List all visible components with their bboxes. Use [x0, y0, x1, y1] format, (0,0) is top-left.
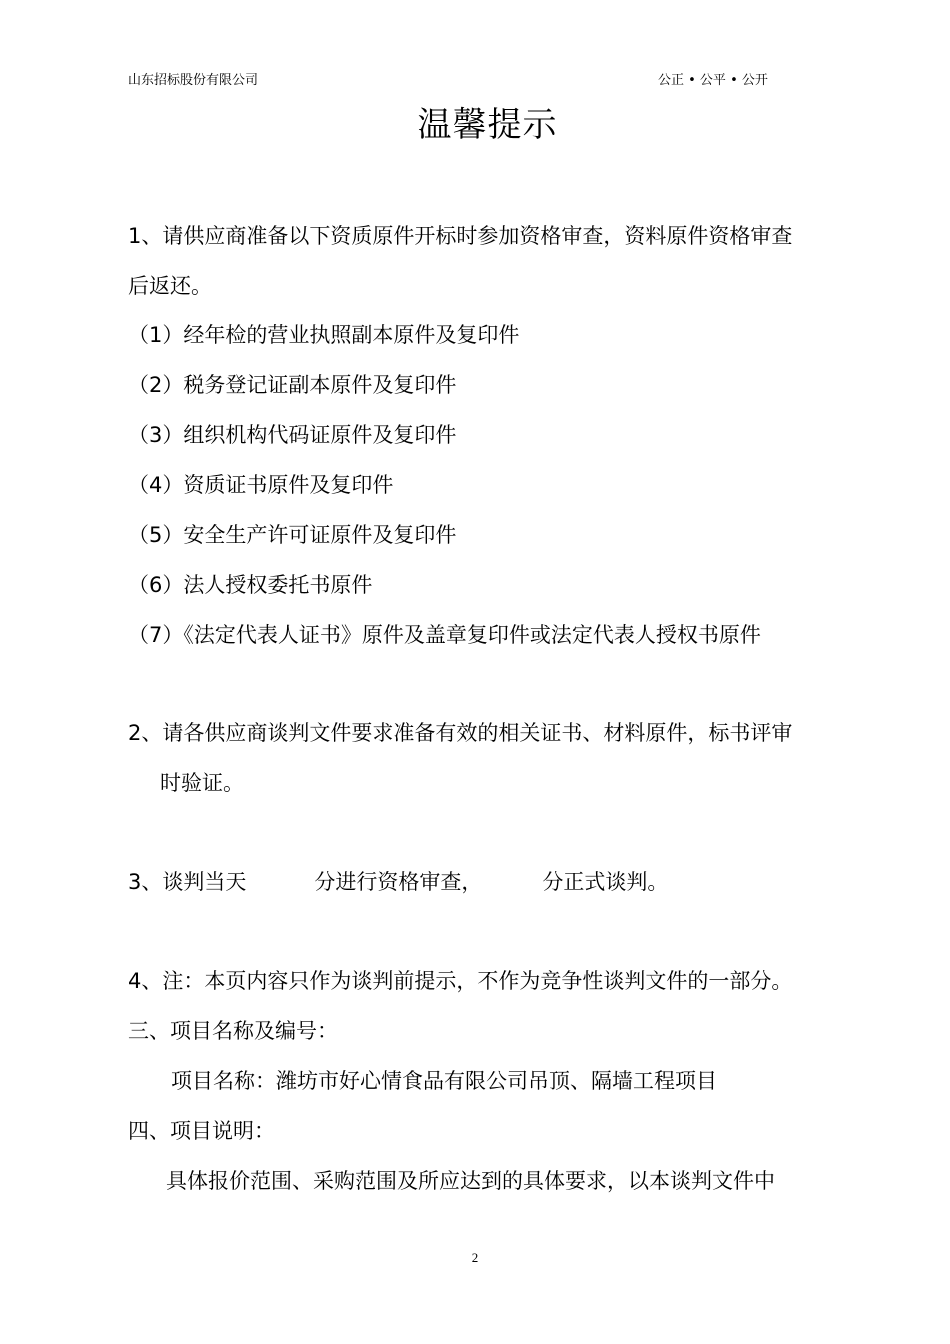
qualification-item: （7）《法定代表人证书》原件及盖章复印件或法定代表人授权书原件 [128, 623, 761, 647]
qualification-item: （6）法人授权委托书原件 [128, 573, 373, 597]
header-motto: 公正 • 公平 • 公开 [658, 73, 768, 88]
qualification-item: （5）安全生产许可证原件及复印件 [128, 523, 457, 547]
qualification-item: （4）资质证书原件及复印件 [128, 473, 394, 497]
qualification-item: （2）税务登记证副本原件及复印件 [128, 373, 457, 397]
qualification-item: （1）经年检的营业执照副本原件及复印件 [128, 323, 520, 347]
section2-line1: 2、请各供应商谈判文件要求准备有效的相关证书、材料原件，标书评审 [128, 721, 793, 745]
section3-part2: 分进行资格审查， [314, 870, 483, 894]
qualification-item: （3）组织机构代码证原件及复印件 [128, 423, 457, 447]
section3-line [128, 867, 668, 897]
page-title: 温馨提示 [417, 105, 558, 145]
section2-line2: 时验证。 [160, 771, 244, 795]
description-heading: 四、项目说明： [128, 1119, 275, 1143]
project-name-line: 项目名称：潍坊市好心情食品有限公司吊顶、隔墙工程项目 [171, 1069, 717, 1093]
description-line1: 具体报价范围、采购范围及所应达到的具体要求，以本谈判文件中 [166, 1169, 775, 1193]
section3-part3: 分正式谈判。 [542, 870, 669, 894]
header-company: 山东招标股份有限公司 [128, 73, 259, 88]
section3-part1: 3、谈判当天 [128, 870, 247, 894]
project-heading: 三、项目名称及编号： [128, 1019, 338, 1043]
page-number: 2 [471, 1250, 479, 1265]
section1-intro-line1: 1、请供应商准备以下资质原件开标时参加资格审查，资料原件资格审查 [128, 224, 793, 248]
section4-note: 4、注：本页内容只作为谈判前提示，不作为竞争性谈判文件的一部分。 [128, 969, 793, 993]
section1-intro-line2: 后返还。 [128, 274, 212, 298]
